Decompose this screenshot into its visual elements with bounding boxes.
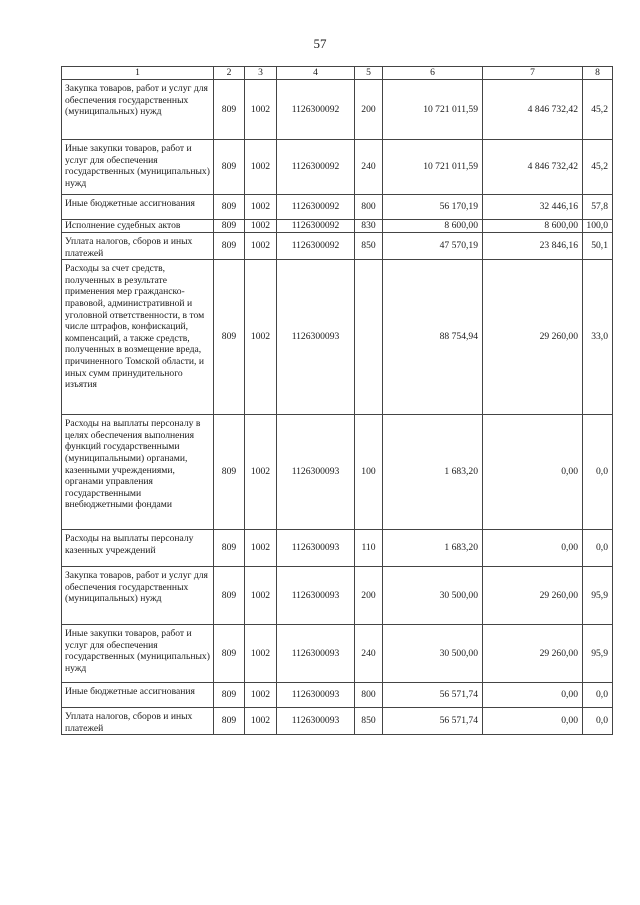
- target-article-code: 1126300093: [277, 708, 355, 735]
- executed-amount: 0,00: [483, 708, 583, 735]
- expense-type-code: 100: [355, 415, 383, 530]
- column-number-row: [62, 67, 613, 80]
- target-article-code: 1126300093: [277, 530, 355, 567]
- expense-type-code: 240: [355, 140, 383, 195]
- execution-percent: 45,2: [583, 140, 613, 195]
- table-row: [62, 683, 613, 708]
- table-row: [62, 708, 613, 735]
- target-article-code: 1126300092: [277, 233, 355, 260]
- expense-type-code: 830: [355, 220, 383, 233]
- expense-name: Расходы на выплаты персоналу в целях обеспечения выполнения функций государственными (муниципальными) органами, казенными учреждениями, органами управления государственными внебюджетными фондами: [62, 415, 214, 530]
- expense-type-code: 200: [355, 567, 383, 625]
- target-article-code: 1126300093: [277, 415, 355, 530]
- ministry-code: 809: [214, 530, 245, 567]
- planned-amount: 1 683,20: [383, 530, 483, 567]
- execution-percent: 0,0: [583, 415, 613, 530]
- section-code: 1002: [245, 625, 277, 683]
- expense-name: Закупка товаров, работ и услуг для обеспечения государственных (муниципальных) нужд: [62, 80, 214, 140]
- expense-name: Иные закупки товаров, работ и услуг для обеспечения государственных (муниципальных) нужд: [62, 625, 214, 683]
- ministry-code: 809: [214, 260, 245, 415]
- column-header: 4: [277, 67, 355, 80]
- planned-amount: 88 754,94: [383, 260, 483, 415]
- execution-percent: 100,0: [583, 220, 613, 233]
- expense-type-code: [355, 260, 383, 415]
- ministry-code: 809: [214, 415, 245, 530]
- execution-percent: 45,2: [583, 80, 613, 140]
- expense-type-code: 240: [355, 625, 383, 683]
- section-code: 1002: [245, 683, 277, 708]
- page-number: 57: [313, 36, 327, 51]
- table-row: [62, 80, 613, 140]
- expense-type-code: 200: [355, 80, 383, 140]
- executed-amount: 0,00: [483, 683, 583, 708]
- execution-percent: 0,0: [583, 683, 613, 708]
- expense-type-code: 110: [355, 530, 383, 567]
- expense-name: Иные закупки товаров, работ и услуг для обеспечения государственных (муниципальных) нужд: [62, 140, 214, 195]
- table-row: [62, 530, 613, 567]
- expense-name: Уплата налогов, сборов и иных платежей: [62, 233, 214, 260]
- column-header: 7: [483, 67, 583, 80]
- planned-amount: 8 600,00: [383, 220, 483, 233]
- planned-amount: 1 683,20: [383, 415, 483, 530]
- expense-type-code: 850: [355, 233, 383, 260]
- planned-amount: 30 500,00: [383, 625, 483, 683]
- target-article-code: 1126300092: [277, 220, 355, 233]
- expense-name: Уплата налогов, сборов и иных платежей: [62, 708, 214, 735]
- execution-percent: 0,0: [583, 530, 613, 567]
- planned-amount: 47 570,19: [383, 233, 483, 260]
- expense-name: Расходы за счет средств, полученных в результате применения мер гражданско-правовой, административной и уголовной ответственности, в том числе штрафов, конфискаций, компенсаций, а также средств, полученных в возмещение вреда, причиненного Томской области, и иных сумм принудительного изъятия: [62, 260, 214, 415]
- expense-name: Иные бюджетные ассигнования: [62, 195, 214, 220]
- target-article-code: 1126300093: [277, 683, 355, 708]
- execution-percent: 50,1: [583, 233, 613, 260]
- execution-percent: 95,9: [583, 567, 613, 625]
- target-article-code: 1126300093: [277, 625, 355, 683]
- budget-table: [61, 66, 613, 735]
- expense-type-code: 850: [355, 708, 383, 735]
- executed-amount: 29 260,00: [483, 567, 583, 625]
- executed-amount: 0,00: [483, 415, 583, 530]
- column-header: 5: [355, 67, 383, 80]
- section-code: 1002: [245, 415, 277, 530]
- executed-amount: 29 260,00: [483, 260, 583, 415]
- executed-amount: 4 846 732,42: [483, 140, 583, 195]
- target-article-code: 1126300092: [277, 195, 355, 220]
- target-article-code: 1126300093: [277, 260, 355, 415]
- ministry-code: 809: [214, 233, 245, 260]
- table-row: [62, 233, 613, 260]
- section-code: 1002: [245, 140, 277, 195]
- section-code: 1002: [245, 220, 277, 233]
- expense-name: Расходы на выплаты персоналу казенных учреждений: [62, 530, 214, 567]
- planned-amount: 30 500,00: [383, 567, 483, 625]
- ministry-code: 809: [214, 708, 245, 735]
- section-code: 1002: [245, 567, 277, 625]
- executed-amount: 32 446,16: [483, 195, 583, 220]
- planned-amount: 10 721 011,59: [383, 140, 483, 195]
- expense-type-code: 800: [355, 683, 383, 708]
- planned-amount: 56 571,74: [383, 683, 483, 708]
- section-code: 1002: [245, 233, 277, 260]
- ministry-code: 809: [214, 80, 245, 140]
- planned-amount: 56 170,19: [383, 195, 483, 220]
- column-header: 1: [62, 67, 214, 80]
- ministry-code: 809: [214, 683, 245, 708]
- section-code: 1002: [245, 195, 277, 220]
- ministry-code: 809: [214, 195, 245, 220]
- planned-amount: 10 721 011,59: [383, 80, 483, 140]
- expense-type-code: 800: [355, 195, 383, 220]
- expense-name: Исполнение судебных актов: [62, 220, 214, 233]
- ministry-code: 809: [214, 567, 245, 625]
- executed-amount: 4 846 732,42: [483, 80, 583, 140]
- column-header: 2: [214, 67, 245, 80]
- ministry-code: 809: [214, 140, 245, 195]
- column-header: 6: [383, 67, 483, 80]
- table-row: [62, 140, 613, 195]
- column-header: 8: [583, 67, 613, 80]
- section-code: 1002: [245, 80, 277, 140]
- table-row: [62, 567, 613, 625]
- table-row: [62, 260, 613, 415]
- executed-amount: 29 260,00: [483, 625, 583, 683]
- section-code: 1002: [245, 708, 277, 735]
- expense-name: Иные бюджетные ассигнования: [62, 683, 214, 708]
- target-article-code: 1126300092: [277, 80, 355, 140]
- execution-percent: 57,8: [583, 195, 613, 220]
- execution-percent: 95,9: [583, 625, 613, 683]
- execution-percent: 33,0: [583, 260, 613, 415]
- section-code: 1002: [245, 530, 277, 567]
- execution-percent: 0,0: [583, 708, 613, 735]
- target-article-code: 1126300093: [277, 567, 355, 625]
- executed-amount: 8 600,00: [483, 220, 583, 233]
- table-row: [62, 195, 613, 220]
- table-row: [62, 415, 613, 530]
- section-code: 1002: [245, 260, 277, 415]
- ministry-code: 809: [214, 625, 245, 683]
- expense-name: Закупка товаров, работ и услуг для обеспечения государственных (муниципальных) нужд: [62, 567, 214, 625]
- executed-amount: 0,00: [483, 530, 583, 567]
- executed-amount: 23 846,16: [483, 233, 583, 260]
- column-header: 3: [245, 67, 277, 80]
- ministry-code: 809: [214, 220, 245, 233]
- table-row: [62, 220, 613, 233]
- table-row: [62, 625, 613, 683]
- target-article-code: 1126300092: [277, 140, 355, 195]
- planned-amount: 56 571,74: [383, 708, 483, 735]
